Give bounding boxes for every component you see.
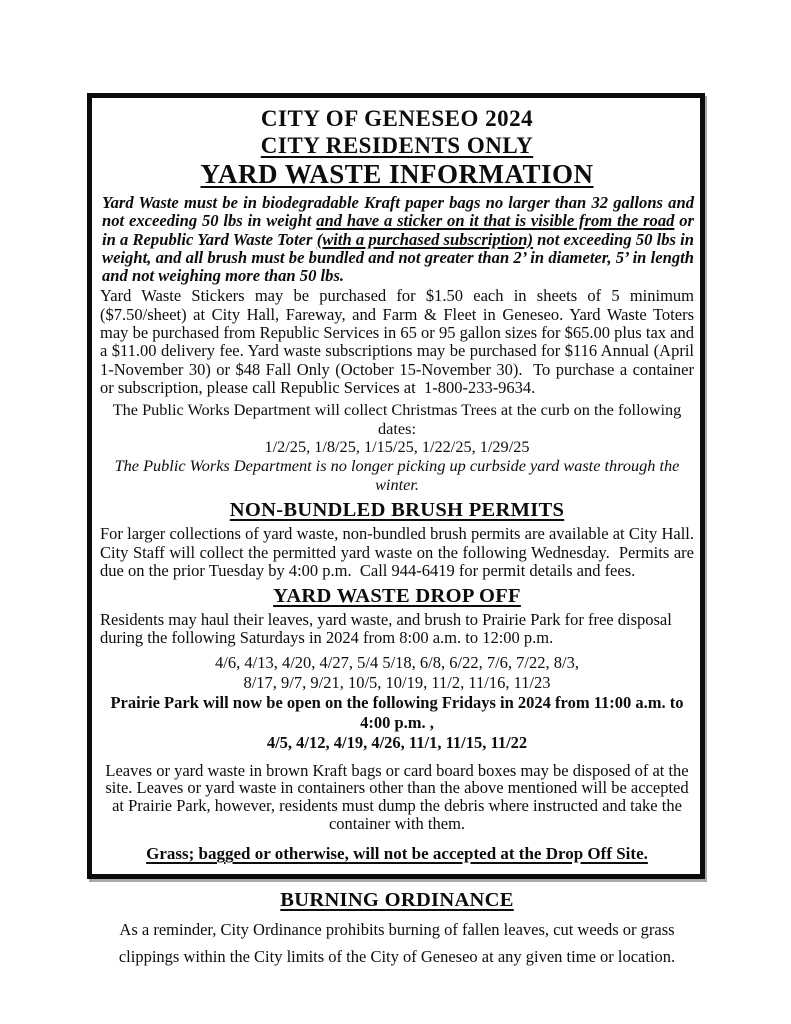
brush-permits-paragraph: For larger collections of yard waste, non-bundled brush permits are available at City Hall. City Staff will collect the permitted yard waste on the following Wednesday. Permits are due on the prior Tuesday by 4:00 p.m. Call 944-6419 for permit details and fees.	[100, 524, 703, 580]
drop-off-intro-paragraph: Residents may haul their leaves, yard waste, and brush to Prairie Park for free disposal during the following Saturdays in 2024 from 8:00 a.m. to 12:00 p.m.	[100, 610, 676, 648]
winter-pickup-note: The Public Works Department is no longer picking up curbside yard waste through the winter.	[114, 456, 680, 494]
grass-not-accepted-warning	[100, 844, 694, 863]
heading-yard-waste-drop-off: YARD WASTE DROP OFF	[273, 585, 521, 608]
containers-disposal-note: Leaves or yard waste in brown Kraft bags or card board boxes may be disposed of at the site. Leaves or yard waste in containers other than the above mentioned will be accepted at Prairie Park, however, residents must dump the debris where instructed and take the container with them.	[105, 760, 689, 833]
heading-burning-ordinance: BURNING ORDINANCE	[280, 889, 514, 912]
christmas-collection-line: The Public Works Department will collect Christmas Trees at the curb on the following dates:	[112, 400, 682, 438]
saturday-dates-line-2: 8/17, 9/7, 9/21, 10/5, 10/19, 11/2, 11/16, 11/23	[243, 672, 551, 692]
friday-dates-line: 4/5, 4/12, 4/19, 4/26, 11/1, 11/15, 11/22	[266, 732, 528, 752]
notice-border-box	[87, 93, 705, 967]
stickers-pricing-paragraph: Yard Waste Stickers may be purchased for $1.50 each in sheets of 5 minimum ($7.50/sheet) at City Hall, Fareway, and Farm & Fleet in Geneseo. Yard Waste Toters may be purchased from Republic Services in 65 or 95 gallon sizes for $65.00 plus tax and a $11.00 delivery fee. Yard waste subscriptions may be purchased for $116 Annual (April 1-November 30) or $48 Fall Only (October 15-November 30). To purchase a container or subscription, please call Republic Services at 1-800-233-9634.	[100, 286, 699, 397]
intro-part-2: or in a Republic Yard Waste Toter	[102, 211, 694, 249]
heading-non-bundled-brush-permits: NON-BUNDLED BRUSH PERMITS	[229, 499, 565, 522]
intro-requirements-paragraph	[102, 194, 694, 285]
intro-part-1: Yard Waste must be in biodegradable Kraft paper bags no larger than 32 gallons and not exceeding 50 lbs in weight	[102, 193, 694, 231]
intro-underlined-subscription-clause: (with a purchased subscription)	[316, 229, 533, 249]
intro-underlined-sticker-clause: and have a sticker on it that is visible from the road	[316, 211, 675, 231]
burning-ordinance-paragraph: As a reminder, City Ordinance prohibits burning of fallen leaves, cut weeds or grass clippings within the City limits of the City of Geneseo at any given time or location.	[118, 920, 676, 967]
title-residents-only: CITY RESIDENTS ONLY	[260, 133, 534, 158]
grass-warning-text: Grass; bagged or otherwise, will not be accepted at the Drop Off Site.	[146, 844, 648, 864]
friday-hours-block	[100, 693, 694, 753]
christmas-collection-dates: 1/2/25, 1/8/25, 1/15/25, 1/22/25, 1/29/25	[264, 437, 530, 457]
title-yard-waste-information: YARD WASTE INFORMATION	[200, 159, 594, 189]
friday-hours-line: Prairie Park will now be open on the following Fridays in 2024 from 11:00 a.m. to 4:00 p.m. ,	[110, 692, 684, 732]
title-city-year: CITY OF GENESEO 2024	[260, 106, 534, 131]
saturday-dates-block	[100, 653, 694, 693]
saturday-dates-line-1: 4/6, 4/13, 4/20, 4/27, 5/4 5/18, 6/8, 6/22, 7/6, 7/22, 8/3,	[215, 652, 579, 672]
christmas-tree-collection-block	[100, 401, 694, 494]
intro-part-3: not exceeding 50 lbs in weight, and all brush must be bundled and not greater than 2’ in diameter, 5’ in length and not weighing more than 50 lbs.	[102, 229, 694, 286]
